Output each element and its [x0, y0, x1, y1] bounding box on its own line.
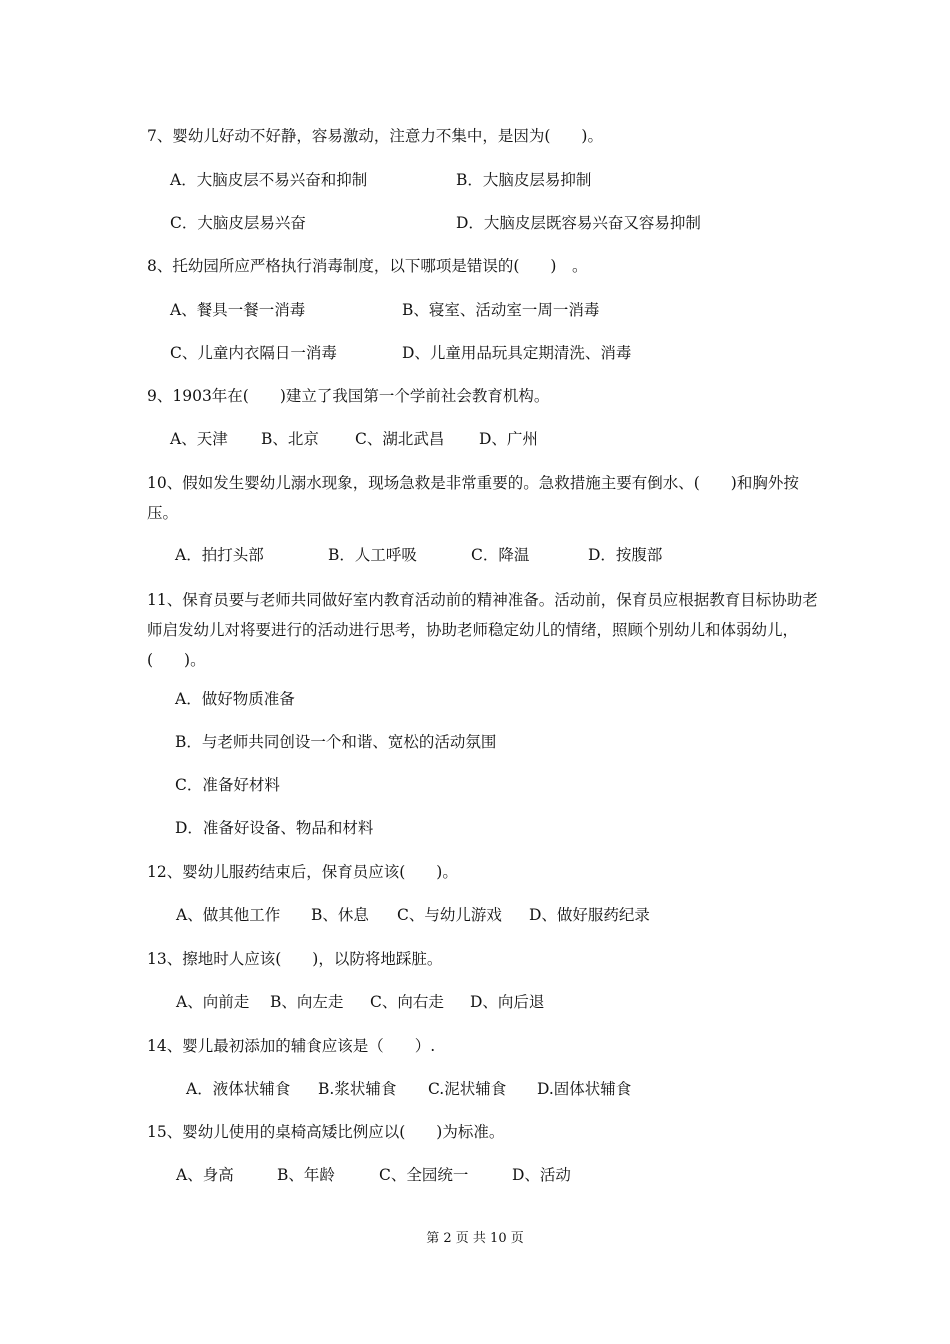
question-10: 10、假如发生婴幼儿溺水现象，现场急救是非常重要的。急救措施主要有倒水、( )和胸外按压。 — [147, 474, 799, 522]
q8-option-b: B、寝室、活动室一周一消毒 — [402, 301, 600, 319]
question-7: 7、婴幼儿好动不好静，容易激动，注意力不集中，是因为( )。 — [147, 127, 603, 145]
q14-option-b: B.浆状辅食 — [318, 1080, 397, 1098]
q8-option-c: C、儿童内衣隔日一消毒 — [170, 344, 337, 362]
q11-option-d: D．准备好设备、物品和材料 — [175, 819, 374, 837]
q13-option-a: A、向前走 — [176, 993, 250, 1011]
q8-option-a: A、餐具一餐一消毒 — [170, 301, 306, 319]
q10-option-a: A．拍打头部 — [175, 546, 264, 564]
q13-option-b: B、向左走 — [270, 993, 344, 1011]
q15-option-d: D、活动 — [512, 1166, 571, 1184]
question-11: 11、保育员要与老师共同做好室内教育活动前的精神准备。活动前，保育员应根据教育目标协助老师启发幼儿对将要进行的活动进行思考，协助老师稳定幼儿的情绪，照顾个别幼儿和体弱幼儿，( )。 — [147, 591, 818, 669]
q9-option-a: A、天津 — [170, 430, 228, 448]
q13-option-d: D、向后退 — [470, 993, 545, 1011]
q14-option-c: C.泥状辅食 — [428, 1080, 507, 1098]
q15-option-c: C、全园统一 — [379, 1166, 469, 1184]
page-number-footer: 第 2 页 共 10 页 — [426, 1231, 524, 1246]
q9-option-c: C、湖北武昌 — [355, 430, 445, 448]
q15-option-a: A、身高 — [176, 1166, 234, 1184]
q12-option-c: C、与幼儿游戏 — [397, 906, 502, 924]
question-13: 13、擦地时人应该( )，以防将地踩脏。 — [147, 950, 443, 968]
q14-option-a: A．液体状辅食 — [186, 1080, 291, 1098]
q7-option-b: B．大脑皮层易抑制 — [456, 171, 592, 189]
question-15: 15、婴幼儿使用的桌椅高矮比例应以( )为标准。 — [147, 1123, 505, 1141]
question-9: 9、1903年在( )建立了我国第一个学前社会教育机构。 — [147, 387, 550, 405]
q9-option-b: B、北京 — [261, 430, 319, 448]
q13-option-c: C、向右走 — [370, 993, 444, 1011]
q10-option-d: D．按腹部 — [588, 546, 663, 564]
q8-option-d: D、儿童用品玩具定期清洗、消毒 — [402, 344, 632, 362]
q11-option-b: B．与老师共同创设一个和谐、宽松的活动氛围 — [175, 733, 497, 751]
q7-option-c: C．大脑皮层易兴奋 — [170, 214, 306, 232]
q11-option-a: A．做好物质准备 — [175, 690, 295, 708]
q12-option-b: B、休息 — [311, 906, 369, 924]
q15-option-b: B、年龄 — [277, 1166, 335, 1184]
q10-option-c: C．降温 — [471, 546, 530, 564]
question-12: 12、婴幼儿服药结束后，保育员应该( )。 — [147, 863, 458, 881]
question-14: 14、婴儿最初添加的辅食应该是（ ）. — [147, 1037, 436, 1055]
q10-option-b: B．人工呼吸 — [328, 546, 417, 564]
question-8: 8、托幼园所应严格执行消毒制度，以下哪项是错误的( ) 。 — [147, 257, 588, 275]
q7-option-d: D．大脑皮层既容易兴奋又容易抑制 — [456, 214, 701, 232]
q12-option-a: A、做其他工作 — [176, 906, 281, 924]
q11-option-c: C．准备好材料 — [175, 776, 280, 794]
q12-option-d: D、做好服药纪录 — [529, 906, 650, 924]
q7-option-a: A．大脑皮层不易兴奋和抑制 — [170, 171, 368, 189]
q14-option-d: D.固体状辅食 — [537, 1080, 632, 1098]
q9-option-d: D、广州 — [479, 430, 538, 448]
